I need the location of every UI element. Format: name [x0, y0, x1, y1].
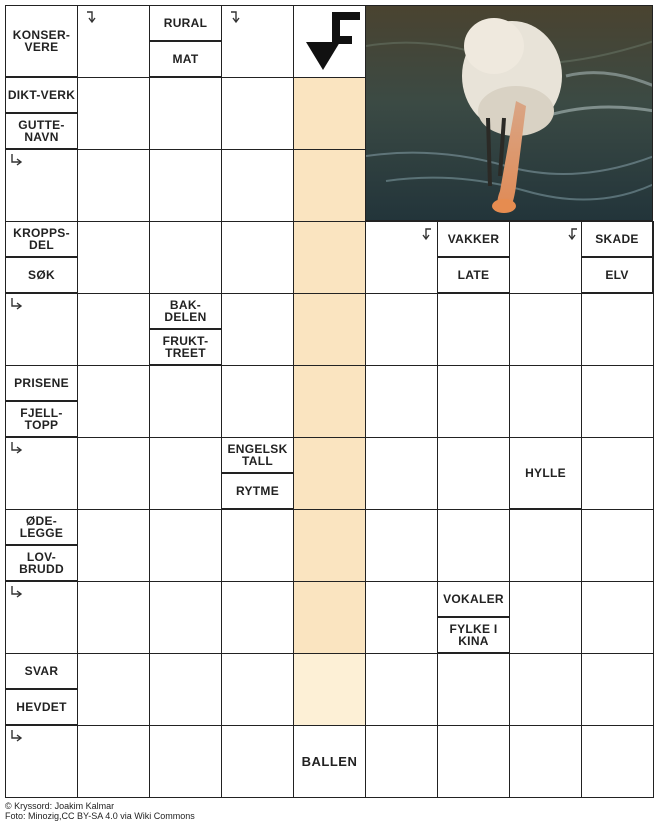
clue-odelegge: ØDE-LEGGE [5, 509, 78, 545]
answer-cell[interactable] [293, 365, 366, 438]
answer-cell[interactable] [437, 365, 510, 438]
answer-cell[interactable] [77, 581, 150, 654]
clue-skade: SKADE [581, 221, 653, 257]
answer-cell[interactable] [293, 77, 366, 150]
answer-cell[interactable] [581, 581, 654, 654]
clue-diktverk: DIKT-VERK [5, 77, 78, 113]
answer-cell[interactable] [77, 221, 150, 294]
answer-cell[interactable] [77, 509, 150, 582]
clue-kroppsdel: KROPPS-DEL [5, 221, 78, 257]
clue-konservere: KONSER-VERE [5, 5, 78, 77]
answer-cell[interactable] [221, 365, 294, 438]
clue-rytme: RYTME [221, 473, 294, 509]
big-turn-down-arrow-icon [296, 10, 364, 72]
answer-cell[interactable] [509, 365, 582, 438]
clue-rural: RURAL [149, 5, 222, 41]
clue-fylkeikina: FYLKE I KINA [437, 617, 510, 653]
answer-cell[interactable] [437, 437, 510, 510]
answer-cell[interactable] [509, 725, 582, 798]
turn-right-arrow-icon [9, 297, 23, 311]
answer-cell[interactable] [77, 653, 150, 726]
clue-mat: MAT [149, 41, 222, 77]
turn-right-arrow-icon [9, 153, 23, 167]
answer-cell[interactable] [77, 293, 150, 366]
turn-down-arrow-icon [565, 227, 579, 241]
clue-vokaler: VOKALER [437, 581, 510, 617]
answer-cell[interactable] [581, 725, 654, 798]
credit-photo: Foto: Minozig,CC BY-SA 4.0 via Wiki Commons [5, 811, 195, 821]
turn-right-arrow-icon [9, 441, 23, 455]
answer-cell[interactable] [149, 725, 222, 798]
answer-cell[interactable] [221, 149, 294, 222]
answer-cell[interactable] [293, 437, 366, 510]
clue-late: LATE [437, 257, 510, 293]
clue-engelsktall: ENGELSK TALL [221, 437, 294, 473]
clue-bakdelen: BAK-DELEN [149, 293, 222, 329]
answer-cell[interactable] [365, 293, 438, 366]
turn-right-arrow-icon [9, 585, 23, 599]
answer-cell[interactable] [149, 149, 222, 222]
answer-cell[interactable] [149, 221, 222, 294]
answer-cell[interactable] [77, 437, 150, 510]
answer-cell[interactable] [221, 725, 294, 798]
clue-vakker: VAKKER [437, 221, 510, 257]
answer-cell[interactable] [149, 653, 222, 726]
answer-cell[interactable] [581, 509, 654, 582]
turn-down-arrow-icon [419, 227, 433, 241]
answer-cell[interactable] [293, 509, 366, 582]
credits [5, 801, 195, 821]
answer-cell[interactable] [365, 365, 438, 438]
answer-cell[interactable] [365, 509, 438, 582]
answer-cell[interactable] [437, 725, 510, 798]
answer-cell[interactable] [293, 221, 366, 294]
answer-cell[interactable] [221, 221, 294, 294]
clue-frukttreet: FRUKT-TREET [149, 329, 222, 365]
answer-cell[interactable] [77, 149, 150, 222]
clue-sok: SØK [5, 257, 78, 293]
answer-cell[interactable] [293, 653, 366, 726]
answer-cell[interactable] [581, 365, 654, 438]
answer-ballen: BALLEN [293, 725, 366, 798]
answer-cell[interactable] [365, 437, 438, 510]
answer-cell[interactable] [437, 653, 510, 726]
answer-cell[interactable] [437, 509, 510, 582]
answer-cell[interactable] [221, 581, 294, 654]
clue-fjelltopp: FJELL-TOPP [5, 401, 78, 437]
answer-cell[interactable] [365, 653, 438, 726]
answer-cell[interactable] [221, 509, 294, 582]
answer-cell[interactable] [221, 77, 294, 150]
answer-cell[interactable] [581, 437, 654, 510]
answer-cell[interactable] [293, 293, 366, 366]
spoonbill-photo [365, 5, 653, 221]
clue-guttenavn: GUTTE-NAVN [5, 113, 78, 149]
answer-cell[interactable] [509, 581, 582, 654]
answer-cell[interactable] [293, 149, 366, 222]
answer-cell[interactable] [581, 293, 654, 366]
answer-cell[interactable] [77, 365, 150, 438]
answer-cell[interactable] [437, 293, 510, 366]
answer-cell[interactable] [221, 653, 294, 726]
answer-cell[interactable] [293, 581, 366, 654]
clue-elv: ELV [581, 257, 653, 293]
clue-svar: SVAR [5, 653, 78, 689]
credit-crossword: © Kryssord: Joakim Kalmar [5, 801, 115, 811]
answer-cell[interactable] [509, 293, 582, 366]
clue-hevdet: HEVDET [5, 689, 78, 725]
clue-hylle: HYLLE [509, 437, 582, 509]
answer-cell[interactable] [365, 581, 438, 654]
crossword-board [5, 5, 653, 797]
turn-down-arrow-icon [85, 10, 99, 24]
clue-lovbrudd: LOV-BRUDD [5, 545, 78, 581]
answer-cell[interactable] [149, 365, 222, 438]
turn-down-arrow-icon [229, 10, 243, 24]
answer-cell[interactable] [149, 437, 222, 510]
answer-cell[interactable] [581, 653, 654, 726]
answer-cell[interactable] [77, 725, 150, 798]
answer-cell[interactable] [149, 509, 222, 582]
turn-right-arrow-icon [9, 729, 23, 743]
answer-cell[interactable] [221, 293, 294, 366]
answer-cell[interactable] [509, 509, 582, 582]
answer-cell[interactable] [365, 725, 438, 798]
answer-cell[interactable] [149, 581, 222, 654]
answer-cell[interactable] [509, 653, 582, 726]
clue-prisene: PRISENE [5, 365, 78, 401]
answer-cell[interactable] [149, 77, 222, 150]
answer-cell[interactable] [77, 77, 150, 150]
